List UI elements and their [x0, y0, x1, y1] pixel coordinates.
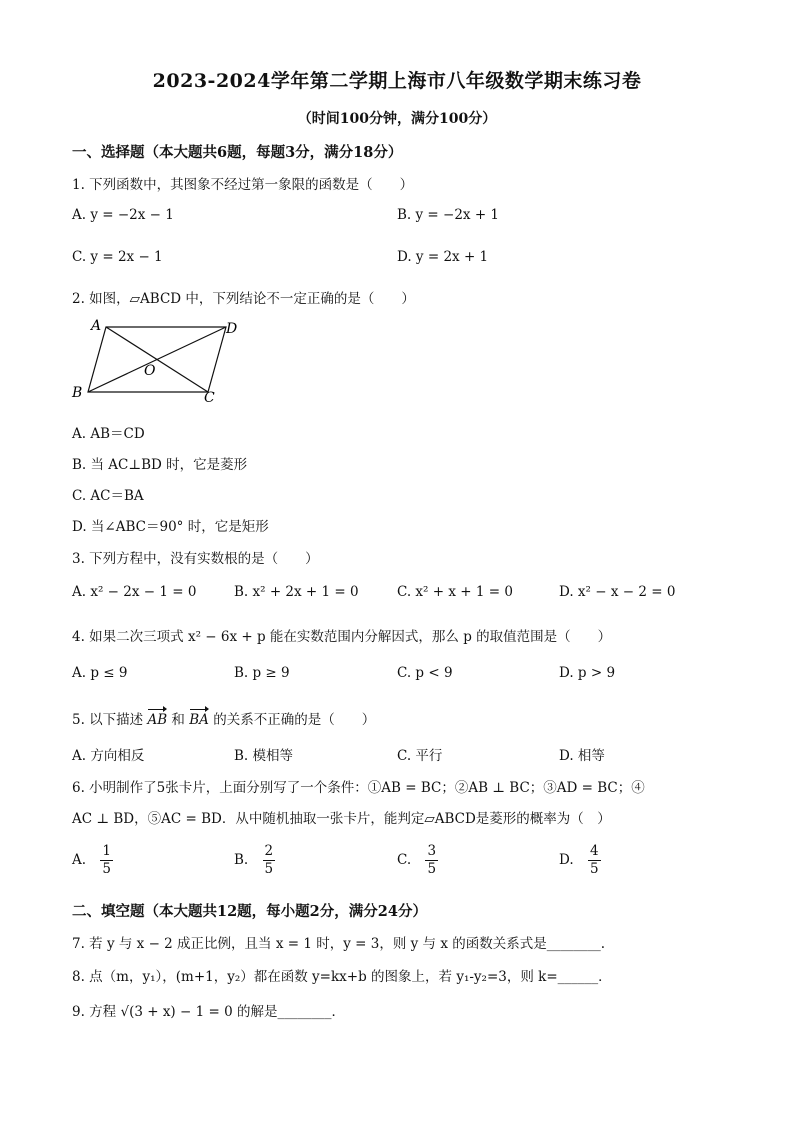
question-2-option-a: A. AB＝CD [72, 426, 145, 442]
vertex-label-c: C [204, 390, 215, 406]
vector-ab: AB [147, 712, 168, 728]
question-2-option-c: C. AC＝BA [72, 488, 144, 504]
question-6-stem-line-2: AC ⊥ BD，⑤AC = BD．从中随机抽取一张卡片，能判定▱ABCD是菱形的概率为（ ） [72, 811, 611, 827]
section-heading-choice: 一、选择题（本大题共6题，每题3分，满分18分） [72, 144, 403, 161]
page-subtitle: （时间100分钟，满分100分） [297, 111, 497, 127]
question-3-stem: 3. 下列方程中，没有实数根的是（ ） [72, 551, 319, 567]
numerator: 2 [264, 843, 274, 859]
question-8: 8. 点（m，y₁），(m+1，y₂）都在函数 y=kx+b 的图象上，若 y₁-y₂=3，则 k=______． [72, 969, 612, 985]
question-6-option-b [234, 843, 275, 878]
page-title: 2023-2024学年第二学期上海市八年级数学期末练习卷 [152, 70, 642, 92]
numerator: 1 [102, 843, 111, 859]
vector-ba: BA [189, 712, 209, 728]
question-6-option-d-label: D. [559, 852, 574, 868]
fraction-one-fifth [100, 843, 113, 878]
question-3-option-b: B. x² + 2x + 1 = 0 [234, 584, 359, 600]
question-5-option-b: B. 模相等 [234, 748, 294, 764]
section-heading-fill-in: 二、填空题（本大题共12题，每小题2分，满分24分） [72, 903, 427, 920]
question-1-option-c: C. y = 2x − 1 [72, 249, 163, 265]
denominator: 5 [589, 861, 599, 877]
fraction-two-fifths [263, 843, 276, 878]
denominator: 5 [264, 861, 274, 877]
question-6-option-b-label: B. [234, 852, 249, 868]
vertex-label-a: A [91, 318, 102, 334]
question-1-option-d: D. y = 2x + 1 [397, 249, 489, 265]
question-5-option-d: D. 相等 [559, 748, 605, 764]
question-5-stem-suffix: 的关系不正确的是（ ） [208, 712, 376, 728]
question-6-option-a-label: A. [72, 852, 87, 868]
question-5-option-c: C. 平行 [397, 748, 443, 764]
question-4-option-b: B. p ≥ 9 [234, 665, 290, 681]
question-6-option-d [559, 843, 601, 878]
question-7: 7. 若 y 与 x − 2 成正比例，且当 x = 1 时，y = 3，则 y 与 x 的函数关系式是________. [72, 936, 606, 952]
question-1-option-b: B. y = −2x + 1 [397, 207, 500, 223]
question-6-option-c [397, 843, 438, 878]
question-3-option-a: A. x² − 2x − 1 = 0 [72, 584, 197, 600]
numerator: 3 [427, 843, 437, 859]
denominator: 5 [102, 861, 111, 877]
question-5-stem-mid: 和 [167, 712, 190, 728]
question-3-option-d: D. x² − x − 2 = 0 [559, 584, 676, 600]
question-2-option-b: B. 当 AC⊥BD 时，它是菱形 [72, 457, 248, 473]
fraction-three-fifths [425, 843, 438, 878]
question-2-option-d: D. 当∠ABC＝90° 时，它是矩形 [72, 519, 269, 535]
question-1-option-a: A. y = −2x − 1 [72, 207, 174, 223]
question-2-stem: 2. 如图，▱ABCD 中，下列结论不一定正确的是（ ） [72, 291, 415, 307]
question-4-option-d: D. p > 9 [559, 665, 616, 681]
vertex-label-b: B [72, 385, 83, 401]
question-9: 9. 方程 √(3 + x) − 1 = 0 的解是________． [72, 1004, 345, 1020]
question-4-option-c: C. p < 9 [397, 665, 453, 681]
question-5-stem [72, 708, 375, 728]
question-5-option-a: A. 方向相反 [72, 748, 145, 764]
question-3-option-c: C. x² + x + 1 = 0 [397, 584, 513, 600]
question-6-option-a [72, 843, 113, 878]
question-5-stem-prefix: 5. 以下描述 [72, 712, 148, 728]
parallelogram-figure [64, 312, 254, 408]
denominator: 5 [427, 861, 437, 877]
question-1-stem: 1. 下列函数中，其图象不经过第一象限的函数是（ ） [72, 177, 414, 193]
vertex-label-d: D [226, 321, 238, 337]
question-4-stem: 4. 如果二次三项式 x² − 6x + p 能在实数范围内分解因式，那么 p 的取值范围是（ ） [72, 629, 612, 645]
question-6-option-c-label: C. [397, 852, 412, 868]
question-4-option-a: A. p ≤ 9 [72, 665, 128, 681]
numerator: 4 [589, 843, 599, 859]
fraction-four-fifths [588, 843, 601, 878]
question-6-stem-line-1: 6. 小明制作了5张卡片，上面分别写了一个条件：①AB = BC；②AB ⊥ BC；③AD = BC；④ [72, 780, 645, 796]
center-label-o: O [144, 363, 156, 379]
